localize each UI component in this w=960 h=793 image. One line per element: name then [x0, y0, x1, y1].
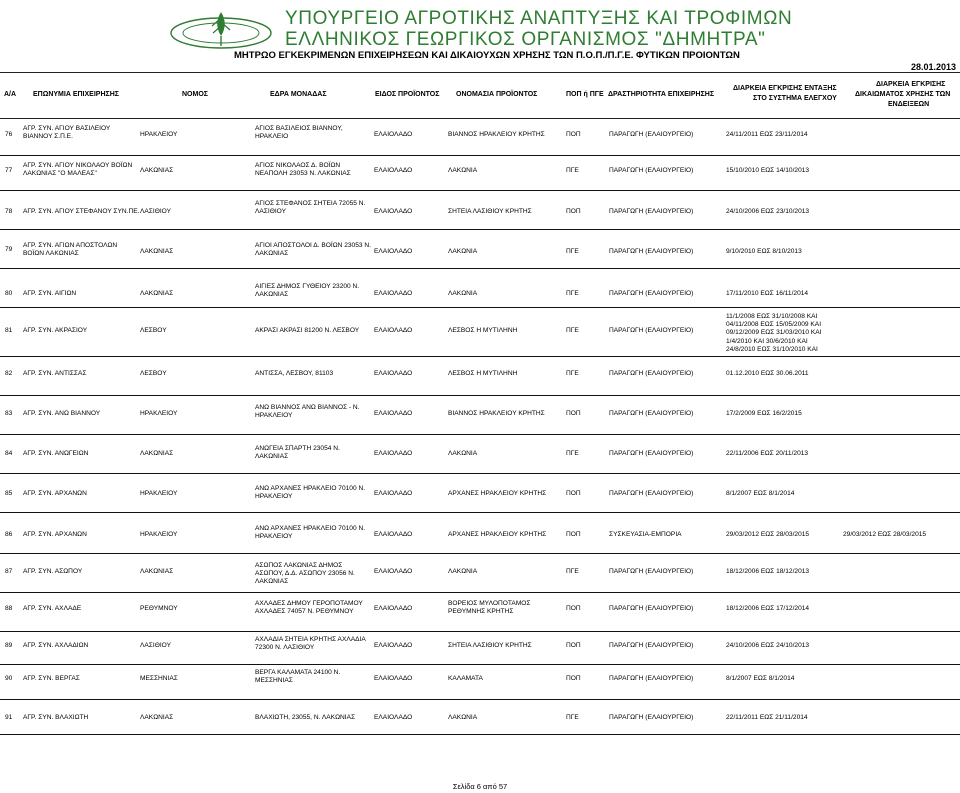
cell-nomos: ΗΡΑΚΛΕΙΟΥ: [140, 131, 178, 138]
cell-nomos: ΗΡΑΚΛΕΙΟΥ: [140, 410, 178, 417]
table-row: [0, 665, 960, 700]
cell-name: ΑΓΡ. ΣΥΝ. ΑΡΧΑΝΩΝ: [23, 531, 87, 538]
cell-drast: ΠΑΡΑΓΩΓΗ (ΕΛΑΙΟΥΡΓΕΙΟ): [609, 490, 694, 497]
cell-pop: ΠΓΕ: [566, 327, 579, 334]
table-row: [0, 435, 960, 474]
col-header-edra: ΕΔΡΑ ΜΟΝΑΔΑΣ: [270, 91, 327, 98]
cell-nomos: ΛΑΚΩΝΙΑΣ: [140, 248, 174, 255]
cell-name: ΑΓΡ. ΣΥΝ. ΑΓΙΟΥ ΣΤΕΦΑΝΟΥ ΣΥΝ.ΠΕ.: [23, 208, 140, 215]
col-header-dikaioma-line2: ΔΙΚΑΙΩΜΑΤΟΣ ΧΡΗΣΗΣ ΤΩΝ: [855, 91, 951, 98]
cell-name: ΑΓΡ. ΣΥΝ. ΑΝΩ ΒΙΑΝΝΟΥ: [23, 410, 101, 417]
cell-aa: 88: [5, 605, 13, 612]
cell-diarkeia: 18/12/2006 ΕΩΣ 17/12/2014: [726, 605, 810, 612]
cell-edra: ΑΓΙΟΙ ΑΠΟΣΤΟΛΟΙ Δ. ΒΟΪΩΝ 23053 Ν. ΛΑΚΩΝΙΑΣ: [255, 242, 371, 258]
registry-title: ΜΗΤΡΩΟ ΕΓΚΕΚΡΙΜΕΝΩΝ ΕΠΙΧΕΙΡΗΣΕΩΝ ΚΑΙ ΔΙΚΑΙΟΥΧΩΝ ΧΡΗΣΗΣ ΤΩΝ Π.Ο.Π./Π.Γ.Ε. ΦΥΤΙΚΩΝ ΠΡΟΙΟΝΤΩΝ: [234, 50, 740, 61]
cell-name: ΑΓΡ. ΣΥΝ. ΑΝΩΓΕΙΩΝ: [23, 450, 89, 457]
cell-pop: ΠΓΕ: [566, 290, 579, 297]
cell-drast: ΠΑΡΑΓΩΓΗ (ΕΛΑΙΟΥΡΓΕΙΟ): [609, 605, 694, 612]
cell-aa: 79: [5, 246, 13, 253]
cell-name: ΑΓΡ. ΣΥΝ. ΒΕΡΓΑΣ: [23, 675, 80, 682]
col-header-dikaioma-line1: ΔΙΑΡΚΕΙΑ ΕΓΚΡΙΣΗΣ: [876, 81, 946, 88]
cell-name: ΑΓΡ. ΣΥΝ. ΑΓΙΩΝ ΑΠΟΣΤΟΛΩΝ ΒΟΪΩΝ ΛΑΚΩΝΙΑΣ: [23, 242, 118, 258]
cell-onomasia: ΑΡΧΑΝΕΣ ΗΡΑΚΛΕΙΟΥ ΚΡΗΤΗΣ: [448, 490, 547, 497]
cell-eidos: ΕΛΑΙΟΛΑΔΟ: [374, 327, 413, 334]
cell-diarkeia: 01.12.2010 ΕΩΣ 30.06.2011: [726, 370, 809, 377]
cell-name: ΑΓΡ. ΣΥΝ. ΑΧΛΑΔΕ: [23, 605, 82, 612]
table-row: [0, 554, 960, 593]
cell-onomasia: ΚΑΛΑΜΑΤΑ: [448, 675, 483, 682]
cell-aa: 80: [5, 290, 13, 297]
cell-aa: 90: [5, 675, 13, 682]
cell-pop: ΠΟΠ: [566, 131, 581, 138]
cell-drast: ΠΑΡΑΓΩΓΗ (ΕΛΑΙΟΥΡΓΕΙΟ): [609, 410, 694, 417]
cell-name: ΑΓΡ. ΣΥΝ. ΒΛΑΧΙΩΤΗ: [23, 714, 89, 721]
cell-edra: ΑΝΩ ΑΡΧΑΝΕΣ ΗΡΑΚΛΕΙΟ 70100 Ν. ΗΡΑΚΛΕΙΟΥ: [255, 525, 366, 541]
page-number: Σελίδα 6 από 57: [452, 782, 508, 791]
col-header-eidos: ΕΙΔΟΣ ΠΡΟΪΟΝΤΟΣ: [375, 91, 440, 98]
table-row: [0, 474, 960, 513]
cell-diarkeia: 8/1/2007 ΕΩΣ 8/1/2014: [726, 490, 795, 497]
cell-eidos: ΕΛΑΙΟΛΑΔΟ: [374, 208, 413, 215]
cell-edra: ΒΕΡΓΑ ΚΑΛΑΜΑΤΑ 24100 Ν. ΜΕΣΣΗΝΙΑΣ: [255, 669, 341, 685]
col-header-name: ΕΠΩΝΥΜΙΑ ΕΠΙΧΕΙΡΗΣΗΣ: [33, 91, 119, 98]
col-header-nomos: ΝΟΜΟΣ: [182, 91, 208, 98]
cell-eidos: ΕΛΑΙΟΛΑΔΟ: [374, 605, 413, 612]
table-row: [0, 632, 960, 665]
cell-aa: 78: [5, 208, 13, 215]
report-date: 28.01.2013: [910, 62, 956, 72]
cell-name: ΑΓΡ. ΣΥΝ. ΑΡΧΑΝΩΝ: [23, 490, 87, 497]
cell-onomasia: ΛΑΚΩΝΙΑ: [448, 568, 478, 575]
header-rule-top: [0, 72, 960, 73]
cell-eidos: ΕΛΑΙΟΛΑΔΟ: [374, 642, 413, 649]
cell-edra: ΑΚΡΑΣΙ ΑΚΡΑΣΙ 81200 Ν. ΛΕΣΒΟΥ: [255, 327, 360, 334]
cell-pop: ΠΟΠ: [566, 410, 581, 417]
cell-name: ΑΓΡ. ΣΥΝ. ΑΧΛΑΔΙΩΝ: [23, 642, 89, 649]
cell-onomasia: ΛΕΣΒΟΣ Η ΜΥΤΙΛΗΝΗ: [448, 370, 518, 377]
cell-name: ΑΓΡ. ΣΥΝ. ΑΚΡΑΣΙΟΥ: [23, 327, 88, 334]
cell-diarkeia: 22/11/2011 ΕΩΣ 21/11/2014: [726, 714, 808, 721]
cell-aa: 87: [5, 568, 13, 575]
table-row: [0, 700, 960, 735]
col-header-onomasia: ΟΝΟΜΑΣΙΑ ΠΡΟΪΟΝΤΟΣ: [456, 91, 538, 98]
cell-aa: 81: [5, 327, 13, 334]
cell-drast: ΠΑΡΑΓΩΓΗ (ΕΛΑΙΟΥΡΓΕΙΟ): [609, 167, 694, 174]
cell-edra: ΑΝΤΙΣΣΑ, ΛΕΣΒΟΥ, 81103: [255, 370, 334, 377]
cell-pop: ΠΓΕ: [566, 450, 579, 457]
cell-name: ΑΓΡ. ΣΥΝ. ΑΓΙΟΥ ΝΙΚΟΛΑΟΥ ΒΟΪΩΝ ΛΑΚΩΝΙΑΣ "Ο ΜΑΛΕΑΣ": [23, 162, 133, 178]
cell-diarkeia: 11/1/2008 ΕΩΣ 31/10/2008 ΚΑΙ 04/11/2008 ΕΩΣ 15/05/2009 ΚΑΙ 09/12/2009 ΕΩΣ 31/03/2010 ΚΑΙ 1/4/2010 ΚΑΙ 30/6/2010 ΚΑΙ 24/8/2010 ΕΩΣ 31/10/2010 ΚΑΙ: [726, 313, 822, 353]
table-row: [0, 269, 960, 308]
cell-diarkeia: 29/03/2012 ΕΩΣ 28/03/2015: [726, 531, 810, 538]
cell-pop: ΠΓΕ: [566, 568, 579, 575]
cell-edra: ΑΝΩ ΑΡΧΑΝΕΣ ΗΡΑΚΛΕΙΟ 70100 Ν. ΗΡΑΚΛΕΙΟΥ: [255, 485, 366, 501]
cell-diarkeia: 8/1/2007 ΕΩΣ 8/1/2014: [726, 675, 795, 682]
col-header-drast: ΔΡΑΣΤΗΡΙΟΤΗΤΑ ΕΠΙΧΕΙΡΗΣΗΣ: [608, 91, 715, 98]
cell-eidos: ΕΛΑΙΟΛΑΔΟ: [374, 531, 413, 538]
cell-dikaioma: 29/03/2012 ΕΩΣ 28/03/2015: [843, 531, 927, 538]
cell-aa: 84: [5, 450, 13, 457]
cell-nomos: ΛΑΣΙΘΙΟΥ: [140, 208, 171, 215]
cell-drast: ΠΑΡΑΓΩΓΗ (ΕΛΑΙΟΥΡΓΕΙΟ): [609, 327, 694, 334]
cell-drast: ΣΥΣΚΕΥΑΣΙΑ-ΕΜΠΟΡΙΑ: [609, 531, 682, 538]
cell-pop: ΠΟΠ: [566, 208, 581, 215]
table-row: [0, 119, 960, 156]
cell-onomasia: ΒΙΑΝΝΟΣ ΗΡΑΚΛΕΙΟΥ ΚΡΗΤΗΣ: [448, 410, 545, 417]
cell-pop: ΠΓΕ: [566, 167, 579, 174]
cell-nomos: ΛΑΚΩΝΙΑΣ: [140, 714, 174, 721]
cell-edra: ΑΙΓΙΕΣ ΔΗΜΟΣ ΓΥΘΕΙΟΥ 23200 Ν. ΛΑΚΩΝΙΑΣ: [255, 283, 360, 299]
cell-diarkeia: 24/10/2006 ΕΩΣ 24/10/2013: [726, 642, 810, 649]
col-header-diarkeia-line2: ΣΤΟ ΣΥΣΤΗΜΑ ΕΛΕΓΧΟΥ: [753, 95, 837, 102]
cell-onomasia: ΛΑΚΩΝΙΑ: [448, 167, 478, 174]
cell-aa: 77: [5, 167, 13, 174]
table-row: [0, 308, 960, 357]
cell-nomos: ΛΑΚΩΝΙΑΣ: [140, 290, 174, 297]
cell-diarkeia: 24/11/2011 ΕΩΣ 23/11/2014: [726, 131, 808, 138]
cell-drast: ΠΑΡΑΓΩΓΗ (ΕΛΑΙΟΥΡΓΕΙΟ): [609, 450, 694, 457]
cell-diarkeia: 18/12/2006 ΕΩΣ 18/12/2013: [726, 568, 810, 575]
table-row: [0, 396, 960, 435]
col-header-aa: Α/Α: [4, 91, 17, 98]
cell-eidos: ΕΛΑΙΟΛΑΔΟ: [374, 568, 413, 575]
cell-nomos: ΗΡΑΚΛΕΙΟΥ: [140, 490, 178, 497]
table-row: [0, 156, 960, 191]
cell-pop: ΠΟΠ: [566, 675, 581, 682]
cell-drast: ΠΑΡΑΓΩΓΗ (ΕΛΑΙΟΥΡΓΕΙΟ): [609, 714, 694, 721]
table-row: [0, 357, 960, 396]
cell-pop: ΠΟΠ: [566, 531, 581, 538]
cell-name: ΑΓΡ. ΣΥΝ. ΑΓΙΟΥ ΒΑΣΙΛΕΙΟΥ ΒΙΑΝΝΟΥ Σ.Π.Ε.: [23, 125, 111, 141]
cell-edra: ΑΧΛΑΔΕΣ ΔΗΜΟΥ ΓΕΡΟΠΟΤΑΜΟΥ ΑΧΛΑΔΕΣ 74057 Ν. ΡΕΘΥΜΝΟΥ: [255, 600, 363, 616]
cell-edra: ΑΧΛΑΔΙΑ ΣΗΤΕΙΑ ΚΡΗΤΗΣ ΑΧΛΑΔΙΑ 72300 Ν. ΛΑΣΙΘΙΟΥ: [255, 636, 366, 652]
cell-onomasia: ΛΕΣΒΟΣ Η ΜΥΤΙΛΗΝΗ: [448, 327, 518, 334]
cell-eidos: ΕΛΑΙΟΛΑΔΟ: [374, 675, 413, 682]
cell-nomos: ΛΑΚΩΝΙΑΣ: [140, 450, 174, 457]
cell-aa: 85: [5, 490, 13, 497]
cell-pop: ΠΟΠ: [566, 605, 581, 612]
cell-pop: ΠΓΕ: [566, 370, 579, 377]
cell-eidos: ΕΛΑΙΟΛΑΔΟ: [374, 167, 413, 174]
ministry-title: ΥΠΟΥΡΓΕΙΟ ΑΓΡΟΤΙΚΗΣ ΑΝΑΠΤΥΞΗΣ ΚΑΙ ΤΡΟΦΙΜΩΝ: [285, 8, 793, 29]
cell-nomos: ΛΑΣΙΘΙΟΥ: [140, 642, 171, 649]
cell-onomasia: ΒΙΑΝΝΟΣ ΗΡΑΚΛΕΙΟΥ ΚΡΗΤΗΣ: [448, 131, 545, 138]
cell-onomasia: ΛΑΚΩΝΙΑ: [448, 248, 478, 255]
cell-aa: 89: [5, 642, 13, 649]
cell-nomos: ΛΑΚΩΝΙΑΣ: [140, 568, 174, 575]
cell-onomasia: ΛΑΚΩΝΙΑ: [448, 290, 478, 297]
cell-onomasia: ΣΗΤΕΙΑ ΛΑΣΙΘΙΟΥ ΚΡΗΤΗΣ: [448, 642, 532, 649]
cell-edra: ΑΓΙΟΣ ΣΤΕΦΑΝΟΣ ΣΗΤΕΙΑ 72055 Ν. ΛΑΣΙΘΙΟΥ: [255, 200, 366, 216]
cell-pop: ΠΓΕ: [566, 714, 579, 721]
cell-diarkeia: 17/11/2010 ΕΩΣ 16/11/2014: [726, 290, 809, 297]
cell-eidos: ΕΛΑΙΟΛΑΔΟ: [374, 290, 413, 297]
cell-diarkeia: 9/10/2010 ΕΩΣ 8/10/2013: [726, 248, 802, 255]
cell-edra: ΑΣΩΠΟΣ ΛΑΚΩΝΙΑΣ ΔΗΜΟΣ ΑΣΩΠΟΥ, Δ.Δ. ΑΣΩΠΟΥ 23056 Ν. ΛΑΚΩΝΙΑΣ: [255, 562, 355, 586]
cell-onomasia: ΣΗΤΕΙΑ ΛΑΣΙΘΙΟΥ ΚΡΗΤΗΣ: [448, 208, 532, 215]
cell-name: ΑΓΡ. ΣΥΝ. ΑΝΤΙΣΣΑΣ: [23, 370, 87, 377]
cell-eidos: ΕΛΑΙΟΛΑΔΟ: [374, 370, 413, 377]
cell-eidos: ΕΛΑΙΟΛΑΔΟ: [374, 450, 413, 457]
cell-eidos: ΕΛΑΙΟΛΑΔΟ: [374, 248, 413, 255]
cell-drast: ΠΑΡΑΓΩΓΗ (ΕΛΑΙΟΥΡΓΕΙΟ): [609, 131, 694, 138]
cell-edra: ΑΝΩΓΕΙΑ ΣΠΑΡΤΗ 23054 Ν. ΛΑΚΩΝΙΑΣ: [255, 445, 340, 461]
cell-nomos: ΗΡΑΚΛΕΙΟΥ: [140, 531, 178, 538]
cell-edra: ΑΓΙΟΣ ΝΙΚΟΛΑΟΣ Δ. ΒΟΪΩΝ ΝΕΑΠΟΛΗ 23053 Ν. ΛΑΚΩΝΙΑΣ: [255, 162, 351, 178]
cell-onomasia: ΛΑΚΩΝΙΑ: [448, 450, 478, 457]
cell-aa: 76: [5, 131, 13, 138]
cell-aa: 91: [5, 714, 13, 721]
table-row: [0, 513, 960, 554]
cell-nomos: ΡΕΘΥΜΝΟΥ: [140, 605, 178, 612]
cell-drast: ΠΑΡΑΓΩΓΗ (ΕΛΑΙΟΥΡΓΕΙΟ): [609, 208, 694, 215]
cell-nomos: ΛΕΣΒΟΥ: [140, 370, 167, 377]
cell-diarkeia: 24/10/2006 ΕΩΣ 23/10/2013: [726, 208, 810, 215]
cell-drast: ΠΑΡΑΓΩΓΗ (ΕΛΑΙΟΥΡΓΕΙΟ): [609, 370, 694, 377]
cell-edra: ΒΛΑΧΙΩΤΗ, 23055, Ν. ΛΑΚΩΝΙΑΣ: [255, 714, 356, 721]
cell-onomasia: ΒΟΡΕΙΟΣ ΜΥΛΟΠΟΤΑΜΟΣ ΡΕΘΥΜΝΗΣ ΚΡΗΤΗΣ: [448, 600, 531, 616]
cell-drast: ΠΑΡΑΓΩΓΗ (ΕΛΑΙΟΥΡΓΕΙΟ): [609, 568, 694, 575]
cell-diarkeia: 15/10/2010 ΕΩΣ 14/10/2013: [726, 167, 810, 174]
cell-nomos: ΛΑΚΩΝΙΑΣ: [140, 167, 174, 174]
cell-diarkeia: 17/2/2009 ΕΩΣ 16/2/2015: [726, 410, 802, 417]
ministry-logo-icon: [166, 6, 276, 52]
cell-nomos: ΜΕΣΣΗΝΙΑΣ: [140, 675, 178, 682]
table-row: [0, 593, 960, 632]
cell-edra: ΑΓΙΟΣ ΒΑΣΙΛΕΙΟΣ ΒΙΑΝΝΟΥ, ΗΡΑΚΛΕΙΟ: [255, 125, 343, 141]
cell-onomasia: ΛΑΚΩΝΙΑ: [448, 714, 478, 721]
cell-pop: ΠΟΠ: [566, 642, 581, 649]
col-header-dikaioma-line3: ΕΝΔΕΙΞΕΩΝ: [888, 101, 930, 108]
table-row: [0, 230, 960, 269]
cell-drast: ΠΑΡΑΓΩΓΗ (ΕΛΑΙΟΥΡΓΕΙΟ): [609, 675, 694, 682]
cell-pop: ΠΟΠ: [566, 490, 581, 497]
cell-name: ΑΓΡ. ΣΥΝ. ΑΣΩΠΟΥ: [23, 568, 83, 575]
cell-aa: 86: [5, 531, 13, 538]
table-row: [0, 191, 960, 230]
cell-drast: ΠΑΡΑΓΩΓΗ (ΕΛΑΙΟΥΡΓΕΙΟ): [609, 248, 694, 255]
cell-eidos: ΕΛΑΙΟΛΑΔΟ: [374, 131, 413, 138]
cell-name: ΑΓΡ. ΣΥΝ. ΑΙΓΙΩΝ: [23, 290, 77, 297]
cell-drast: ΠΑΡΑΓΩΓΗ (ΕΛΑΙΟΥΡΓΕΙΟ): [609, 642, 694, 649]
organization-title: ΕΛΛΗΝΙΚΟΣ ΓΕΩΡΓΙΚΟΣ ΟΡΓΑΝΙΣΜΟΣ "ΔΗΜΗΤΡΑ": [285, 29, 766, 50]
cell-eidos: ΕΛΑΙΟΛΑΔΟ: [374, 490, 413, 497]
cell-pop: ΠΓΕ: [566, 248, 579, 255]
cell-aa: 83: [5, 410, 13, 417]
cell-eidos: ΕΛΑΙΟΛΑΔΟ: [374, 714, 413, 721]
cell-diarkeia: 22/11/2006 ΕΩΣ 20/11/2013: [726, 450, 809, 457]
cell-edra: ΑΝΩ ΒΙΑΝΝΟΣ ΑΝΩ ΒΙΑΝΝΟΣ - Ν. ΗΡΑΚΛΕΙΟΥ: [255, 404, 360, 420]
cell-aa: 82: [5, 370, 13, 377]
cell-onomasia: ΑΡΧΑΝΕΣ ΗΡΑΚΛΕΙΟΥ ΚΡΗΤΗΣ: [448, 531, 547, 538]
col-header-pop: ΠΟΠ ή ΠΓΕ: [566, 91, 604, 98]
col-header-diarkeia-line1: ΔΙΑΡΚΕΙΑ ΕΓΚΡΙΣΗΣ ΕΝΤΑΞΗΣ: [733, 85, 837, 92]
cell-drast: ΠΑΡΑΓΩΓΗ (ΕΛΑΙΟΥΡΓΕΙΟ): [609, 290, 694, 297]
cell-eidos: ΕΛΑΙΟΛΑΔΟ: [374, 410, 413, 417]
cell-nomos: ΛΕΣΒΟΥ: [140, 327, 167, 334]
